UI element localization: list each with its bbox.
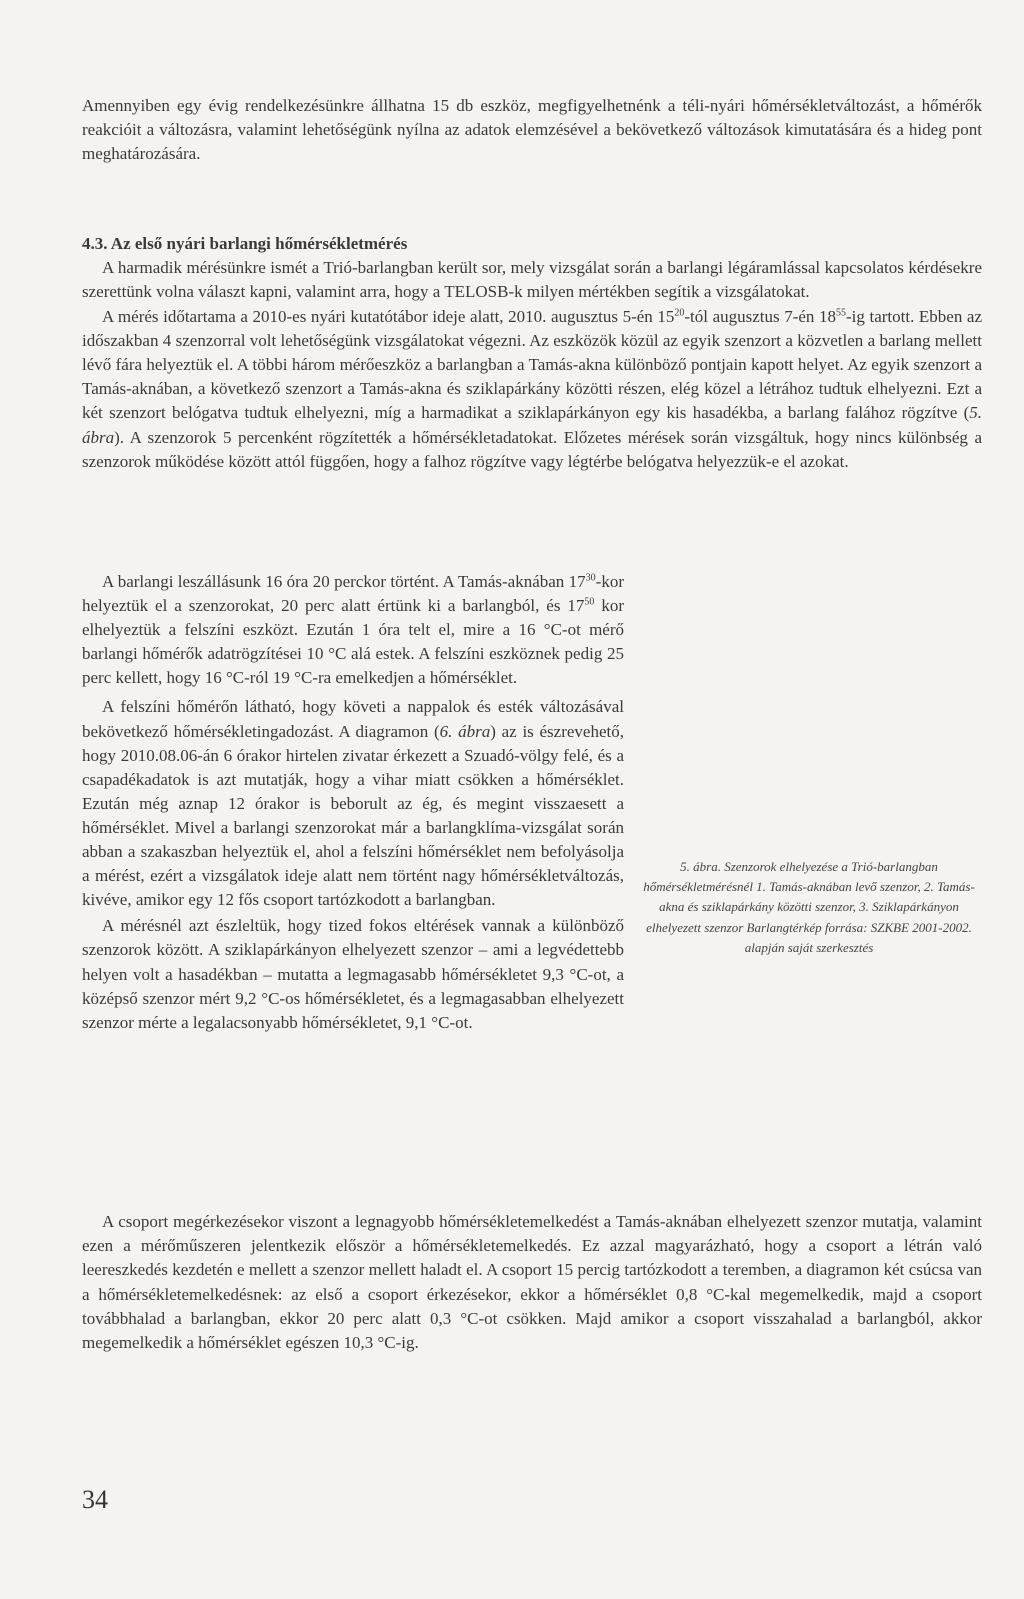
section-4-3 bbox=[82, 232, 982, 474]
paragraph-5: A mérésnél azt észleltük, hogy tized fokos eltérések vannak a különböző szenzorok között. A sziklapárkányon elhelyezett szenzor – ami a legvédettebb helyen volt a hasadékban – mutatta a legmagasabb hőmérsékletet 9,3 °C-ot, a középső szenzor mért 9,2 °C-os hőmérsékletet, és a legmagasabban elhelyezett szenzor mérte a legalacsonyabb hőmérsékletet, 9,1 °C-ot. bbox=[82, 916, 624, 1032]
figure-ref-6: 6. ábra bbox=[439, 721, 491, 741]
intro-paragraph: Amennyiben egy évig rendelkezésünkre állhatna 15 db eszköz, megfigyelhetnénk a téli-nyári hőmérsékletváltozást, a hőmérők reakcióit a változásra, valamint lehetőségünk nyílna az adatok elemzésével a bekövetkező változások kimutatására és a hideg pont meghatározására. bbox=[82, 96, 982, 164]
paragraph-2: A mérés időtartama a 2010-es nyári kutatótábor ideje alatt, 2010. augusztus 5-én $15^{20}$-tól augusztus 7-én $18^{55}-ig$ tartott. Ebben az időszakban 4 szenzorral volt lehetőségünk vizsgálatokat végezni. Az eszközök közül az egyik szenzort a közvetlen a barlang mellett lévő fára helyeztük el. A többi három mérőeszköz a barlangban a Tamás-akna különböző pontjain kapott helyet. Az egyik szenzort a Tamás-aknában, a következő szenzort a Tamás-akna és sziklapárkány közötti részen, elég közel a létrához tudtuk elhelyezni. Ezt a két szenzort belógatva tudtuk elhelyezni, míg a harmadikat a sziklapárkányon egy kis hasadékba, a barlang falához rögzítve (5. ábra). A szenzorok 5 percenként rögzítették a hőmérsékletadatokat. Előzetes mérések során vizsgáltuk, hogy nincs különbség a szenzorok működése között attól függően, hogy a falhoz rögzítve vagy légtérbe belógatva helyezzük-e el azokat. bbox=[82, 306, 983, 471]
paragraph-6: A csoport megérkezésekor viszont a legnagyobb hőmérsékletemelkedést a Tamás-aknában elhelyezett szenzor mutatja, valamint ezen a mérőműszeren jelentkezik először a hőmérsékletemelkedés. Ez azzal magyarázható, hogy a csoport a létrán való leereszkedés kezdetén e mellett a szenzor mellett haladt el. A csoport 15 percig tartózkodott a teremben, a diagramon két csúcsa van a hőmérsékletemelkedésnek: az első a csoport érkezésekor, ekkor a hőmérséklet 0,8 °C-kal megemelkedik, majd a csoport továbbhalad a barlangban, ekkor 20 perc alatt 0,3 °C-ot csökken. Majd amikor a csoport visszahalad a barlangból, akkor megemelkedik a hőmérséklet egészen 10,3 °C-ig. bbox=[82, 1212, 982, 1353]
paragraph-1: A harmadik mérésünkre ismét a Trió-barlangban került sor, mely vizsgálat során a barlangi légáramlással kapcsolatos kérdésekre szerettünk volna választ kapni, valamint arra, hogy a TELOSB-k milyen mértékben segítik a vizsgálatokat. bbox=[82, 258, 982, 302]
figure-ref-5: 5. ábra bbox=[82, 403, 982, 447]
paragraph-3: A barlangi leszállásunk 16 óra 20 perckor történt. A Tamás-aknában $17^{30}$-kor helyeztük el a szenzorokat, 20 perc alatt értünk ki a barlangból, és $17^{50}$ kor elhelyeztük a felszíni eszközt. Ezután 1 óra telt el, mire a 16 °C-ot mérő barlangi hőmérők adatrögzítései 10 °C alá estek. A felszíni eszköznek pedig 25 perc kellett, hogy 16 °C-ról 19 °C-ra emelkedjen a hőmérséklet. bbox=[82, 572, 624, 688]
narrow-column bbox=[82, 570, 624, 1035]
figure-5-caption: 5. ábra. Szenzorok elhelyezése a Trió-barlangban hőmérsékletmérésnél 1. Tamás-aknában levő szenzor, 2. Tamás-akna és sziklapárkány közötti szenzor, 3. Sziklapárkányon elhelyezett szenzor Barlangtérkép forrása: SZKBE 2001-2002. alapján saját szerkesztés bbox=[643, 859, 975, 955]
page-number: 34 bbox=[82, 1485, 108, 1514]
paragraph-4: A felszíni hőmérőn látható, hogy követi a nappalok és esték változásával bekövetkező hőmérsékletingadozást. A diagramon (6. ábra) az is észrevehető, hogy 2010.08.06-án 6 órakor hirtelen zivatar érkezett a Szuadó-völgy felé, és a csapadékadatok is azt mutatják, hogy a vihar miatt csökken a hőmérséklet. Ezután még aznap 12 órakor is beborult az ég, és megint visszaesett a hőmérséklet. Mivel a barlangi szenzorokat már a barlangklíma-vizsgálat során abban a szakaszban helyeztük el, ahol a felszíni hőmérséklet nem befolyásolja a mérést, ezért a vizsgálatok ideje alatt nem történt nagy hőmérsékletváltozás, kivéve, amikor egy 12 fős csoport tartózkodott a barlangban. bbox=[82, 697, 624, 910]
section-heading: 4.3. Az első nyári barlangi hőmérsékletmérés bbox=[82, 234, 408, 253]
